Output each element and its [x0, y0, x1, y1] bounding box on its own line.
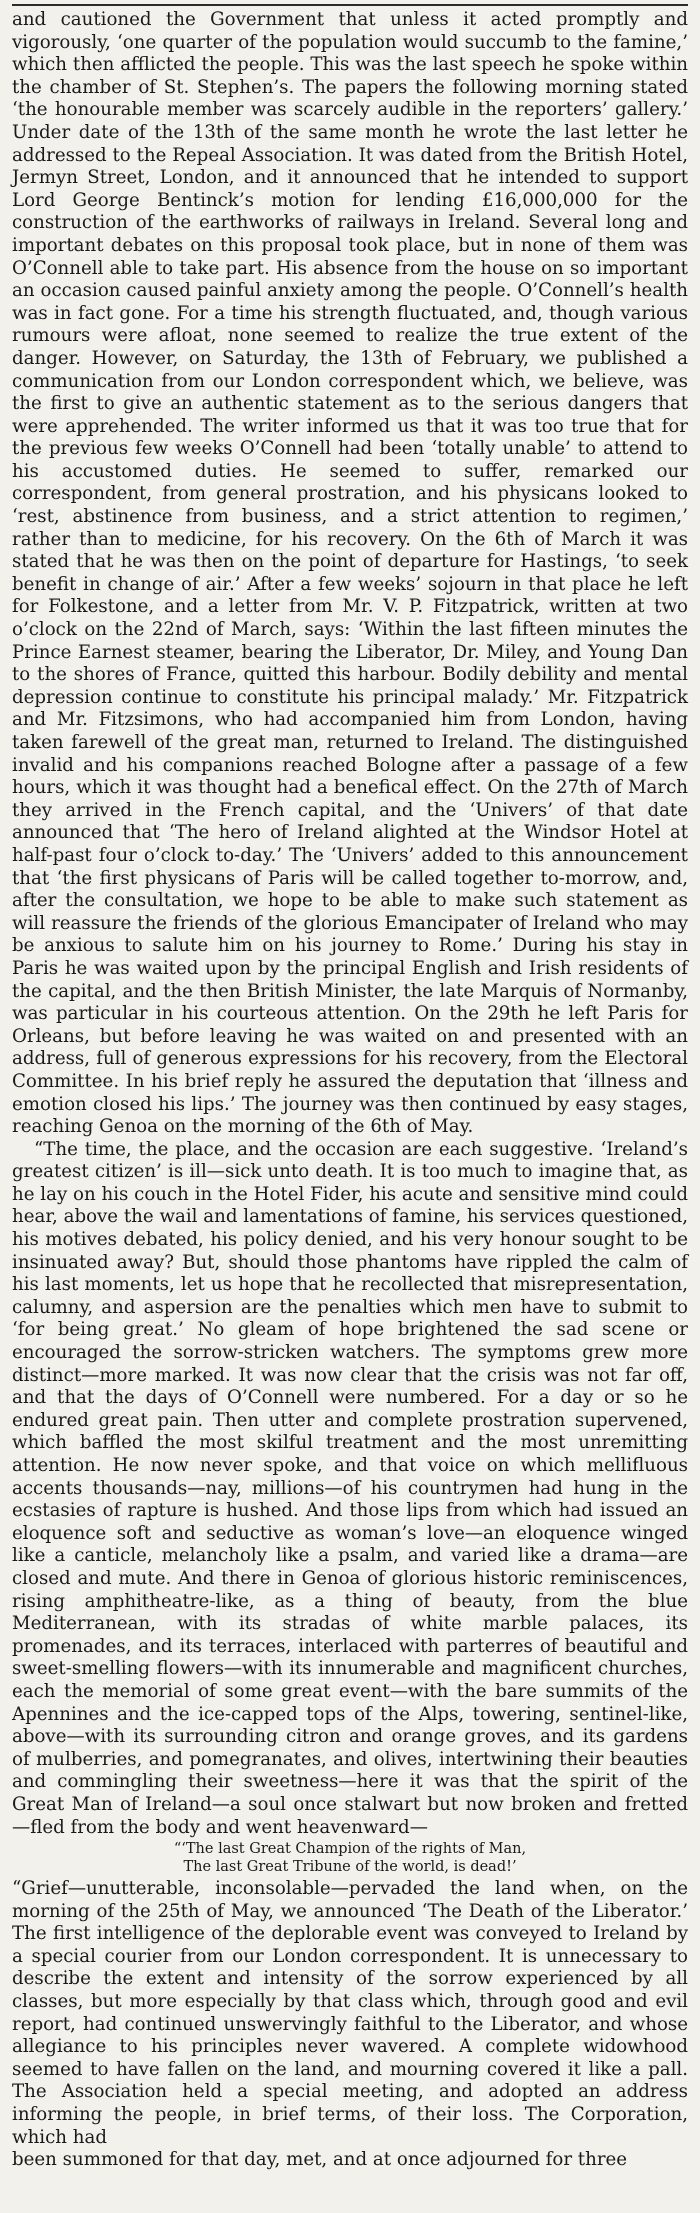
poem-line: The last Great Tribune of the world, is dead!’ — [183, 1859, 517, 1876]
article-paragraph: and cautioned the Government that unless it acted promptly and vigorously, ‘one quarter of the population would succumb to the famine,’ which then afflicted the people. This was the last speech he spoke within the chamber of St. Stephen’s. The papers the following morning stated ‘the honourable member was scarcely audible in the reporters’ gallery.’ Under date of the 13th of the same month he wrote the last letter he addressed to the Repeal Association. It was dated from the British Hotel, Jermyn Street, London, and it announced that he intended to support Lord George Bentinck’s motion for lending £16,000,000 for the construction of the earthworks of railways in Ireland. Several long and important debates on this proposal took place, but in none of them was O’Connell able to take part. His absence from the house on so important an occasion caused painful anxiety among the people. O’Connell’s health was in fact gone. For a time his strength fluctuated, and, though various rumours were afloat, none seemed to realize the true extent of the danger. However, on Saturday, the 13th of February, we published a communication from our London correspondent which, we believe, was the first to give an authentic statement as to the serious dangers that were apprehended. The writer informed us that it was too true that for the previous few weeks O’Connell had been ‘totally unable’ to attend to his accustomed duties. He seemed to suffer, remarked our correspondent, from general prostration, and his physicans looked to ‘rest, abstinence from business, and a strict attention to regimen,’ rather than to medicine, for his recovery. On the 6th of March it was stated that he was then on the point of departure for Hastings, ‘to seek benefit in change of air.’ After a few weeks’ sojourn in that place he left for Folkestone, and a letter from Mr. V. P. Fitzpatrick, written at two o’clock on the 22nd of March, says: ‘Within the last fifteen minutes the Prince Earnest steamer, bearing the Liberator, Dr. Miley, and Young Dan to the shores of France, quitted this harbour. Bodily debility and mental depression continue to constitute his principal malady.’ Mr. Fitzpatrick and Mr. Fitzsimons, who had accompanied him from London, having taken farewell of the great man, returned to Ireland. The distinguished invalid and his companions reached Bologne after a passage of a few hours, which it was thought had a benefical effect. On the 27th of March they arrived in the French capital, and the ‘Univers’ of that date announced that ‘The hero of Ireland alighted at the Windsor Hotel at half-past four o’clock to-day.’ The ‘Univers’ added to this announcement that ‘the first physicans of Paris will be called together to-morrow, and, after the consultation, we hope to be able to make such statement as will reassure the friends of the glorious Emancipater of Ireland who may be anxious to salute him on his journey to Rome.’ During his stay in Paris he was waited upon by the principal English and Irish residents of the capital, and the then British Minister, the late Marquis of Normanby, was particular in his courteous attention. On the 29th he left Paris for Orleans, but before leaving he was waited on and presented with an address, full of generous expressions for his recovery, from the Electoral Committee. In his brief reply he assured the deputation that ‘illness and emotion closed his lips.’ The journey was then continued by easy stages, reaching Genoa on the morning of the 6th of May. — [12, 9, 688, 1138]
top-rule — [12, 4, 688, 6]
article-column — [12, 9, 688, 2172]
poem-quote — [12, 1840, 688, 1876]
poem-line: “‘The last Great Champion of the rights of Man, — [173, 1841, 527, 1858]
final-line: been summoned for that day, met, and at once adjourned for three — [12, 2149, 628, 2171]
article-paragraph: “The time, the place, and the occasion are each suggestive. ‘Ireland’s greatest citizen’ is ill—sick unto death. It is too much to imagine that, as he lay on his couch in the Hotel Fider, his acute and sensitive mind could hear, above the wail and lamentations of famine, his services questioned, his motives debated, his policy denied, and his very honour sought to be insinuated away? But, should those phantoms have rippled the calm of his last moments, let us hope that he recollected that misrepresentation, calumny, and aspersion are the penalties which men have to submit to ‘for being great.’ No gleam of hope brightened the sad scene or encouraged the sorrow-stricken watchers. The symptoms grew more distinct—more marked. It was now clear that the crisis was not far off, and that the days of O’Connell were numbered. For a day or so he endured great pain. Then utter and complete prostration supervened, which baffled the most skilful treatment and the most unremitting attention. He now never spoke, and that voice on which mellifluous accents thousands—nay, millions—of his countrymen had hung in the ecstasies of rapture is hushed. And those lips from which had issued an eloquence soft and seductive as woman’s love—an eloquence winged like a canticle, melancholy like a psalm, and varied like a drama—are closed and mute. And there in Genoa of glorious historic reminiscences, rising amphitheatre-like, as a thing of beauty, from the blue Mediterranean, with its stradas of white marble palaces, its promenades, and its terraces, interlaced with parterres of beautiful and sweet-smelling flowers—with its innumerable and magnificent churches, each the memorial of some great event—with the bare summits of the Apennines and the ice-capped tops of the Alps, towering, sentinel-like, above—with its surrounding citron and orange groves, and its gardens of mulberries, and pomegranates, and olives, intertwining their beauties and commingling their sweetness—here it was that the spirit of the Great Man of Ireland—a soul once stalwart but now broken and fretted—fled from the body and went heavenward— — [12, 1138, 688, 1838]
article-paragraph: “Grief—unutterable, inconsolable—pervaded the land when, on the morning of the 25th of May, we announced ‘The Death of the Liberator.’ The first intelligence of the deplorable event was conveyed to Ireland by a special courier from our London correspondent. It is unnecessary to describe the extent and intensity of the sorrow experienced by all classes, but more especially by that class which, through good and evil report, had continued unswervingly faithful to the Liberator, and whose allegiance to his principles never wavered. A complete widowhood seemed to have fallen on the land, and mourning covered it like a pall. The Association held a special meeting, and adopted an address informing the people, in brief terms, of their loss. The Corporation, which had — [12, 1878, 688, 2148]
